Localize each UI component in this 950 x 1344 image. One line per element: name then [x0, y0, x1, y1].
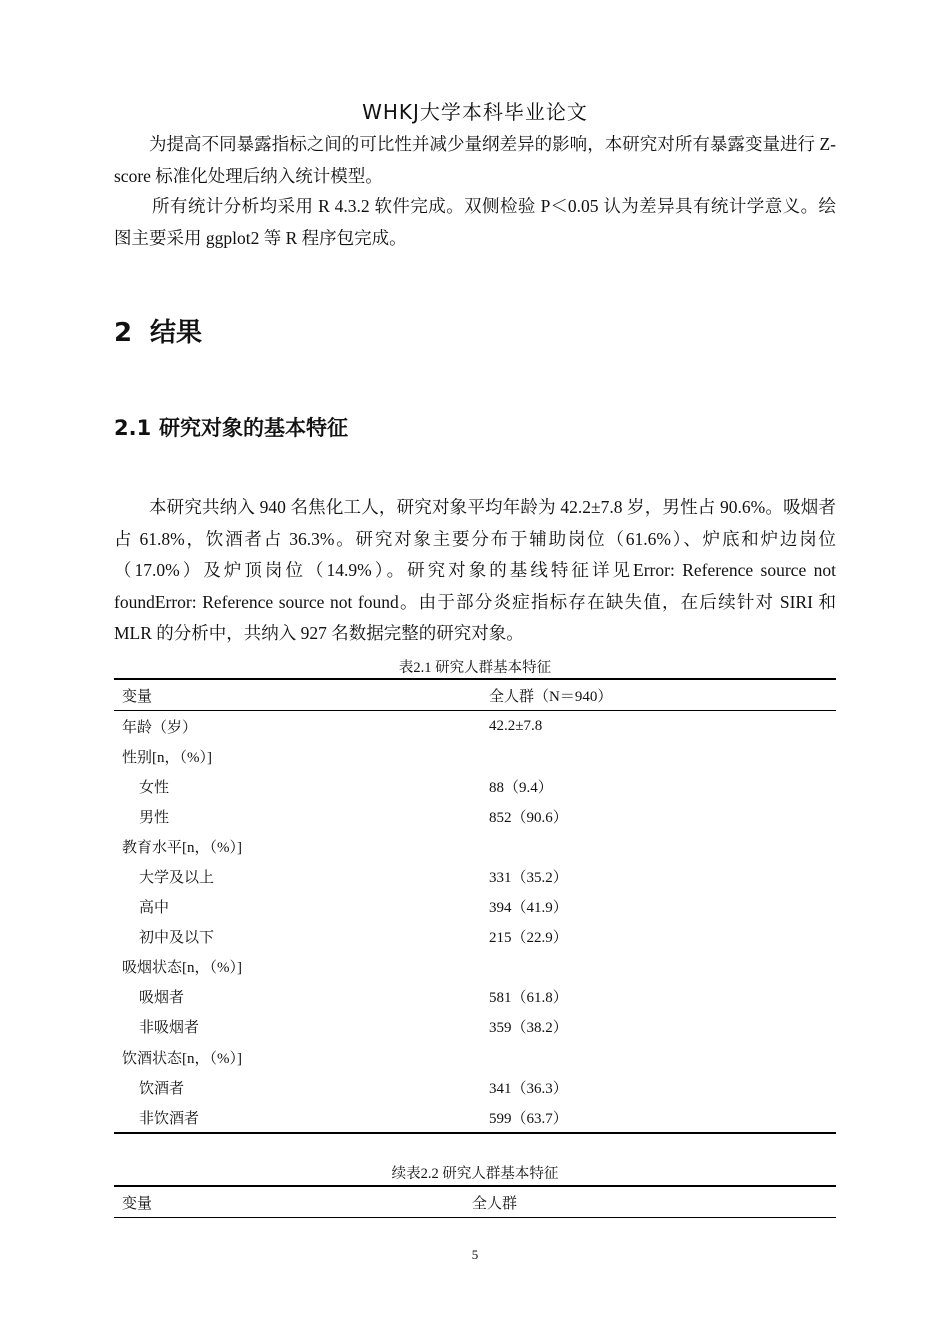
baseline-characteristics-table [114, 678, 836, 1134]
row-label: 吸烟状态[n，（%）] [122, 960, 242, 977]
table-row [114, 982, 836, 1012]
row-label: 高中 [139, 900, 170, 917]
section-heading [114, 312, 202, 349]
table-row [114, 1012, 836, 1042]
subsection-title: 研究对象的基本特征 [159, 416, 348, 440]
paragraph-baseline-characteristics: 本研究共纳入 940 名焦化工人，研究对象平均年龄为 42.2±7.8 岁，男性占 90.6%。吸烟者占 61.8%，饮酒者占 36.3%。研究对象主要分布于辅助岗位（61.6%）、炉底和炉边岗位（17.0%）及炉顶岗位（14.9%）。研究对象的基线特征详见Error: Reference source not foundError: Reference source not found。由于部分炎症指标存在缺失值，在后续针对 SIRI 和 MLR 的分析中，共纳入 927 名数据完整的研究对象。 [114, 497, 836, 643]
row-label: 男性 [139, 809, 170, 826]
row-label: 非饮酒者 [139, 1110, 200, 1127]
column-header-variable: 变量 [114, 679, 481, 711]
section-title: 结果 [150, 318, 203, 348]
table-row [114, 922, 836, 952]
row-value: 341（36.3） [489, 1080, 568, 1097]
row-label: 饮酒状态[n，（%）] [122, 1050, 242, 1067]
row-label: 教育水平[n，（%）] [122, 839, 242, 856]
subsection-number: 2.1 [114, 416, 152, 440]
subsection-heading [114, 412, 348, 442]
table-row [114, 952, 836, 982]
running-header: WHKJ大学本科毕业论文 [362, 100, 588, 124]
row-label: 性别[n，（%）] [122, 749, 212, 766]
continued-characteristics-table [114, 1185, 836, 1218]
column-header-total: 全人群 [464, 1186, 836, 1218]
column-header-total: 全人群（N＝940） [481, 679, 836, 711]
row-label: 吸烟者 [139, 990, 185, 1007]
table-row [114, 741, 836, 771]
row-value: 215（22.9） [489, 930, 568, 947]
row-value: 331（35.2） [489, 870, 568, 887]
table-row [114, 1042, 836, 1072]
table-caption: 表2.1 研究人群基本特征 [398, 660, 552, 676]
table-row [114, 861, 836, 891]
row-value: 852（90.6） [489, 809, 568, 826]
row-value [481, 831, 836, 861]
table-row [114, 711, 836, 742]
table-header-row [114, 679, 836, 711]
table-row [114, 831, 836, 861]
row-label: 女性 [139, 779, 170, 796]
continued-table-caption: 续表2.2 研究人群基本特征 [391, 1166, 559, 1182]
row-value [481, 952, 836, 982]
table-row [114, 1102, 836, 1133]
page-number: 5 [471, 1247, 479, 1262]
row-value: 42.2±7.8 [489, 717, 543, 734]
row-label: 大学及以上 [139, 870, 215, 887]
paragraph-standardization: 为提高不同暴露指标之间的可比性并减少量纲差异的影响，本研究对所有暴露变量进行 Z-score 标准化处理后纳入统计模型。 [114, 134, 836, 186]
paragraph-statistical-software: 所有统计分析均采用 R 4.3.2 软件完成。双侧检验 P＜0.05 认为差异具有统计学意义。绘图主要采用 ggplot2 等 R 程序包完成。 [114, 196, 836, 248]
table-header-row [114, 1186, 836, 1218]
row-value: 88（9.4） [489, 779, 553, 796]
row-value: 599（63.7） [489, 1110, 568, 1127]
row-label: 非吸烟者 [139, 1020, 200, 1037]
row-label: 年龄（岁） [122, 719, 198, 736]
table-row [114, 771, 836, 801]
row-label: 饮酒者 [139, 1080, 185, 1097]
table-row [114, 1072, 836, 1102]
table-row [114, 892, 836, 922]
column-header-variable: 变量 [114, 1186, 464, 1218]
row-value: 394（41.9） [489, 900, 568, 917]
row-value: 359（38.2） [489, 1020, 568, 1037]
row-value [481, 1042, 836, 1072]
table-row [114, 801, 836, 831]
row-label: 初中及以下 [139, 930, 215, 947]
row-value: 581（61.8） [489, 990, 568, 1007]
row-value [481, 741, 836, 771]
section-number: 2 [114, 318, 133, 348]
